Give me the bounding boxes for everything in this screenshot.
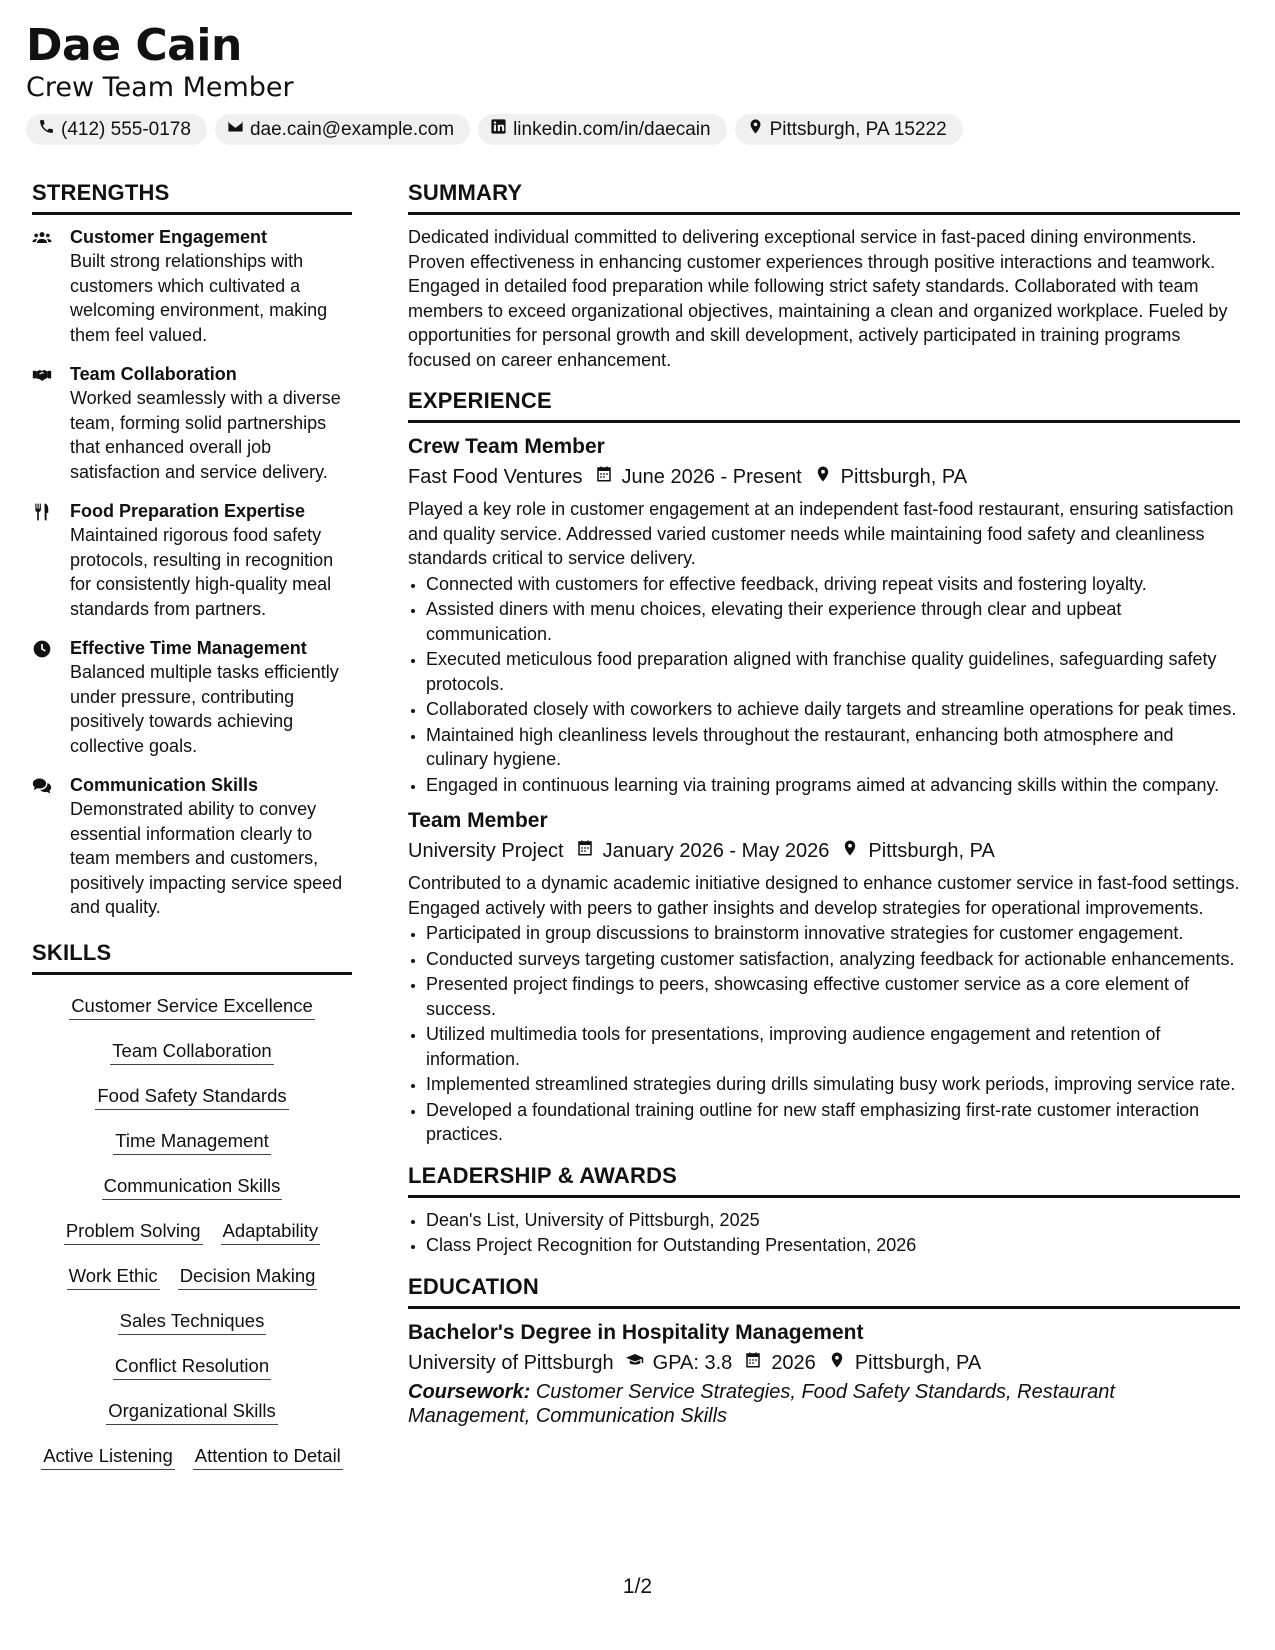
skill-tag: Food Safety Standards: [95, 1085, 288, 1110]
job-title: Team Member: [408, 809, 548, 832]
strength-title: Food Preparation Expertise: [70, 501, 306, 521]
leadership-heading: LEADERSHIP & AWARDS: [408, 1163, 1240, 1198]
strength-title: Communication Skills: [70, 775, 259, 795]
job-description: Contributed to a dynamic academic initiative designed to enhance customer service in fast-food settings. Engaged actively with peers to gather insights and develop strategies for operational improvements.: [408, 873, 1240, 918]
skill-row: [32, 1435, 352, 1480]
job-bullet: • Participated in group discussions to brainstorm innovative strategies for customer engagement.: [426, 921, 1240, 946]
phone-icon: [38, 118, 55, 141]
job-dates: January 2026 - May 2026: [602, 840, 830, 862]
skill-tag: Time Management: [113, 1130, 271, 1155]
coursework: [408, 1380, 1240, 1429]
strengths-heading: STRENGTHS: [32, 180, 352, 215]
job-description: Played a key role in customer engagement at an independent fast-food restaurant, ensuring satisfaction and quality service. Addressed varied customer needs while maintaining food safety and cleanliness standards critical to service delivery.: [408, 499, 1234, 568]
page-number: 1/2: [622, 1575, 653, 1598]
left-column: [32, 180, 352, 1480]
job-bullet: • Executed meticulous food preparation aligned with franchise quality guidelines, safeguarding safety protocols.: [426, 647, 1240, 696]
contact-email[interactable]: [215, 114, 470, 145]
award-item: • Dean's List, University of Pittsburgh, 2025: [426, 1208, 1240, 1233]
skill-tag: Team Collaboration: [110, 1040, 273, 1065]
strength-desc: Balanced multiple tasks efficiently under pressure, contributing positively towards achieving collective goals.: [70, 662, 339, 756]
skill-tag: Organizational Skills: [106, 1400, 278, 1425]
strength-item: [32, 499, 352, 621]
strength-item: [32, 362, 352, 484]
handshake-icon: [32, 362, 56, 484]
linkedin-icon: [490, 118, 507, 141]
calendar-icon: [744, 1348, 762, 1378]
contact-phone-text: (412) 555-0178: [61, 118, 191, 140]
graduation-cap-icon: [626, 1348, 644, 1378]
strength-title: Effective Time Management: [70, 638, 307, 658]
skill-row: [32, 1345, 352, 1390]
skill-tag: Problem Solving: [64, 1220, 203, 1245]
skill-tag: Customer Service Excellence: [69, 995, 315, 1020]
comments-icon: [32, 773, 56, 920]
utensils-icon: [32, 499, 56, 621]
skills-list: [32, 985, 352, 1480]
contact-linkedin-text: linkedin.com/in/daecain: [513, 118, 711, 140]
summary-heading: SUMMARY: [408, 180, 1240, 215]
contact-email-text: dae.cain@example.com: [249, 118, 455, 140]
skill-row: [32, 1390, 352, 1435]
skill-tag: Adaptability: [221, 1220, 321, 1245]
location-pin-icon: [828, 1348, 846, 1378]
skill-row: [32, 1300, 352, 1345]
job-title: Crew Team Member: [408, 435, 605, 458]
calendar-icon: [595, 462, 613, 492]
leadership-list: [408, 1208, 1240, 1258]
skill-row: [32, 985, 352, 1030]
strength-title: Customer Engagement: [70, 227, 268, 247]
strength-desc: Worked seamlessly with a diverse team, forming solid partnerships that enhanced overall job satisfaction and service delivery.: [70, 388, 341, 482]
job-bullet: • Assisted diners with menu choices, elevating their experience through clear and upbeat communication.: [426, 597, 1240, 646]
skill-tag: Communication Skills: [102, 1175, 283, 1200]
skill-tag: Attention to Detail: [193, 1445, 343, 1470]
envelope-icon: [227, 118, 244, 141]
skill-row: [32, 1120, 352, 1165]
strength-desc: Built strong relationships with customers which cultivated a welcoming environment, making them feel valued.: [70, 251, 328, 345]
users-icon: [32, 225, 56, 347]
strength-item: [32, 636, 352, 758]
strength-item: [32, 225, 352, 347]
calendar-icon: [576, 836, 594, 866]
job-company: University Project: [408, 840, 564, 862]
education-location: Pittsburgh, PA: [854, 1351, 982, 1374]
contact-bar: [26, 114, 963, 145]
education-entry: [408, 1319, 1240, 1429]
job-bullet: • Developed a foundational training outline for new staff emphasizing first-rate customer interaction practices.: [426, 1098, 1240, 1147]
coursework-label: Coursework:: [408, 1380, 531, 1403]
school-name: University of Pittsburgh: [408, 1351, 614, 1374]
skill-row: [32, 1255, 352, 1300]
right-column: [408, 180, 1240, 1429]
strength-title: Team Collaboration: [70, 364, 237, 384]
coursework-list: Customer Service Strategies, Food Safety Standards, Restaurant Management, Communication Skills: [408, 1380, 1115, 1427]
skill-row: [32, 1165, 352, 1210]
skill-tag: Active Listening: [41, 1445, 175, 1470]
job-bullet: • Utilized multimedia tools for presentations, improving audience engagement and retention of information.: [426, 1022, 1240, 1071]
candidate-title: Crew Team Member: [26, 72, 294, 103]
job-bullet: • Maintained high cleanliness levels throughout the restaurant, enhancing both atmosphere and culinary hygiene.: [426, 723, 1240, 772]
job-entry: [408, 433, 1240, 797]
contact-location-text: Pittsburgh, PA 15222: [769, 118, 947, 140]
skill-tag: Sales Techniques: [118, 1310, 267, 1335]
skill-row: [32, 1210, 352, 1255]
skill-tag: Work Ethic: [67, 1265, 160, 1290]
job-bullet: • Implemented streamlined strategies during drills simulating busy work periods, improving service rate.: [426, 1072, 1240, 1097]
location-pin-icon: [841, 836, 859, 866]
skill-tag: Conflict Resolution: [113, 1355, 271, 1380]
job-entry: [408, 807, 1240, 1147]
award-item: • Class Project Recognition for Outstanding Presentation, 2026: [426, 1233, 1240, 1258]
graduation-year: 2026: [771, 1351, 816, 1374]
skill-row: [32, 1075, 352, 1120]
gpa: GPA: 3.8: [652, 1351, 733, 1374]
education-meta: [408, 1348, 1240, 1378]
job-meta: [408, 836, 1240, 866]
job-bullets: [408, 572, 1240, 798]
job-location: Pittsburgh, PA: [868, 840, 995, 862]
job-bullet: • Conducted surveys targeting customer satisfaction, analyzing feedback for actionable enhancements.: [426, 947, 1240, 972]
skills-heading: SKILLS: [32, 940, 352, 975]
location-pin-icon: [747, 118, 764, 141]
job-bullet: • Collaborated closely with coworkers to achieve daily targets and streamline operations for peak times.: [426, 697, 1240, 722]
candidate-name: Dae Cain: [26, 20, 242, 71]
job-location: Pittsburgh, PA: [840, 466, 968, 488]
skill-row: [32, 1030, 352, 1075]
contact-location: [735, 114, 963, 145]
job-company: Fast Food Ventures: [408, 466, 583, 488]
location-pin-icon: [814, 462, 832, 492]
education-heading: EDUCATION: [408, 1274, 1240, 1309]
contact-phone[interactable]: [26, 114, 207, 145]
job-bullets: [408, 921, 1240, 1147]
experience-heading: EXPERIENCE: [408, 388, 1240, 423]
strength-item: [32, 773, 352, 920]
summary-text: Dedicated individual committed to delivering exceptional service in fast-paced dining environments. Proven effectiveness in enhancing customer experiences through positive interactions and teamwork. Engaged in detailed food preparation while following strict safety standards. Collaborated with team members to exceed organizational objectives, maintaining a clean and organized workplace. Fueled by opportunities for personal growth and skill development, actively participated in training programs focused on career enhancement.: [408, 227, 1228, 370]
contact-linkedin[interactable]: [478, 114, 727, 145]
job-bullet: • Engaged in continuous learning via training programs aimed at advancing skills within the company.: [426, 773, 1240, 798]
clock-icon: [32, 636, 56, 758]
strength-desc: Maintained rigorous food safety protocols, resulting in recognition for consistently high-quality meal standards from partners.: [70, 525, 334, 619]
degree-title: Bachelor's Degree in Hospitality Management: [408, 1320, 864, 1344]
strength-desc: Demonstrated ability to convey essential information clearly to team members and customers, positively impacting service speed and quality.: [70, 799, 343, 917]
job-bullet: • Presented project findings to peers, showcasing effective customer service as a core element of success.: [426, 972, 1240, 1021]
job-dates: June 2026 - Present: [621, 466, 802, 488]
skill-tag: Decision Making: [178, 1265, 318, 1290]
job-bullet: • Connected with customers for effective feedback, driving repeat visits and fostering loyalty.: [426, 572, 1240, 597]
job-meta: [408, 462, 1240, 492]
